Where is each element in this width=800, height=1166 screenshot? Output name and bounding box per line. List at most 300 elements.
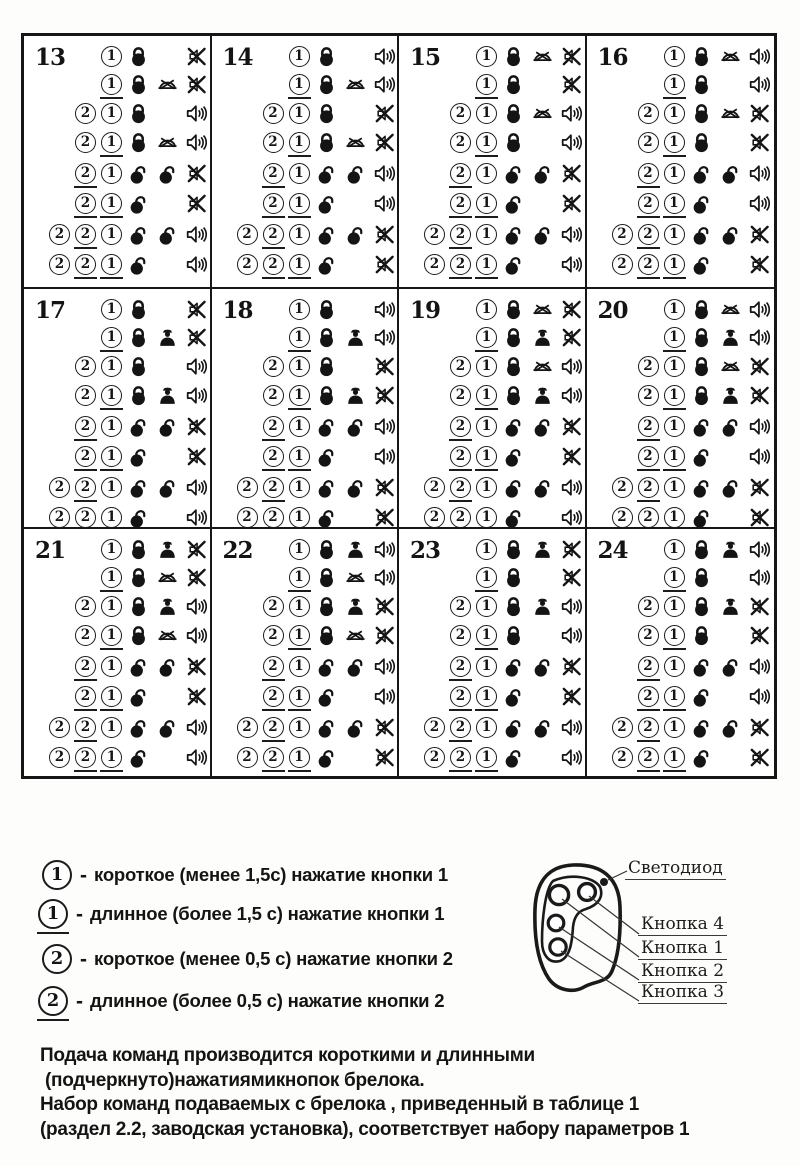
- result-icons: [124, 324, 211, 351]
- circled-number: 1: [664, 477, 685, 498]
- icon-slot: [370, 43, 399, 70]
- icon-slot: [124, 382, 153, 409]
- icon-slot: [528, 160, 557, 187]
- cell-number: 14: [222, 44, 253, 71]
- icon-slot: [687, 43, 716, 70]
- circled-number: 2: [450, 625, 471, 646]
- press-sequence: [26, 567, 124, 588]
- button-press-symbol: [42, 860, 72, 890]
- circled-number: 2: [450, 717, 471, 738]
- icon-slot: [182, 744, 211, 771]
- result-icons: [312, 714, 399, 741]
- button-press-symbol: [49, 477, 70, 498]
- press-sequence: [214, 416, 312, 437]
- result-icons: [124, 353, 211, 380]
- icon-slot: [153, 353, 182, 380]
- icon-slot: [716, 100, 745, 127]
- circled-number: 2: [75, 625, 96, 646]
- button-press-symbol: [289, 327, 310, 348]
- speaker-on-icon: [748, 192, 771, 215]
- circled-number: 1: [664, 103, 685, 124]
- crossed-dome-icon: [344, 624, 367, 647]
- circled-number: 2: [638, 416, 659, 437]
- button-press-symbol: [476, 46, 497, 67]
- circled-number: 2: [237, 747, 258, 768]
- speaker-muted-icon: [373, 131, 396, 154]
- press-sequence: [214, 132, 312, 153]
- icon-slot: [124, 683, 153, 710]
- circled-number: 1: [101, 539, 122, 560]
- circled-number: 1: [476, 385, 497, 406]
- button-press-symbol: [101, 717, 122, 738]
- icon-slot: [528, 443, 557, 470]
- icon-slot: [341, 504, 370, 529]
- button-press-symbol: [664, 299, 685, 320]
- command-row: [589, 503, 773, 530]
- circled-number: 2: [75, 224, 96, 245]
- open-lock-icon: [502, 253, 525, 276]
- speaker-muted-icon: [373, 746, 396, 769]
- icon-slot: [499, 324, 528, 351]
- icon-slot: [153, 504, 182, 529]
- button-press-symbol: [476, 356, 497, 377]
- command-row: [401, 99, 583, 128]
- command-row: [26, 324, 208, 353]
- press-sequence: [589, 717, 687, 738]
- icon-slot: [716, 353, 745, 380]
- icon-slot: [182, 474, 211, 501]
- icon-slot: [716, 683, 745, 710]
- result-icons: [499, 474, 586, 501]
- closed-lock-icon: [502, 131, 525, 154]
- icon-slot: [687, 382, 716, 409]
- driver-icon: [719, 595, 742, 618]
- result-icons: [124, 382, 211, 409]
- command-row: [589, 71, 773, 100]
- press-sequence: [401, 507, 499, 528]
- closed-lock-icon: [502, 538, 525, 561]
- result-icons: [687, 413, 774, 440]
- closed-lock-icon: [315, 624, 338, 647]
- result-icons: [687, 100, 774, 127]
- driver-icon: [531, 326, 554, 349]
- crossed-dome-icon: [156, 566, 179, 589]
- command-row: [26, 411, 208, 442]
- circled-number: 2: [450, 656, 471, 677]
- icon-slot: [312, 353, 341, 380]
- open-lock-icon: [127, 415, 150, 438]
- button-press-symbol: [101, 74, 122, 95]
- icon-slot: [499, 296, 528, 323]
- command-row: [589, 743, 773, 774]
- speaker-muted-icon: [560, 298, 583, 321]
- speaker-on-icon: [373, 415, 396, 438]
- open-lock-icon: [156, 162, 179, 185]
- button-press-symbol: [75, 416, 96, 437]
- icon-slot: [716, 474, 745, 501]
- icon-slot: [716, 536, 745, 563]
- closed-lock-icon: [690, 538, 713, 561]
- speaker-on-icon: [185, 624, 208, 647]
- result-icons: [499, 160, 586, 187]
- command-row: [589, 381, 773, 412]
- icon-slot: [124, 504, 153, 529]
- button-press-symbol: [476, 596, 497, 617]
- icon-slot: [528, 564, 557, 591]
- command-row: [214, 712, 396, 743]
- legend-text: короткое (менее 1,5с) нажатие кнопки 1: [94, 864, 448, 885]
- icon-slot: [687, 593, 716, 620]
- circled-number: 1: [289, 224, 310, 245]
- open-lock-icon: [315, 223, 338, 246]
- open-lock-icon: [690, 716, 713, 739]
- press-sequence: [589, 747, 687, 768]
- table-cell-14: [212, 36, 400, 289]
- icon-slot: [499, 413, 528, 440]
- cell-number: 22: [222, 537, 253, 564]
- open-lock-icon: [690, 746, 713, 769]
- icon-slot: [745, 683, 774, 710]
- command-row: [214, 564, 396, 593]
- speaker-on-icon: [560, 223, 583, 246]
- circled-number: 2: [263, 103, 284, 124]
- circled-number: 2: [638, 477, 659, 498]
- button-press-symbol: [101, 103, 122, 124]
- circled-number: 1: [476, 132, 497, 153]
- command-row: [26, 621, 208, 652]
- icon-slot: [124, 129, 153, 156]
- circled-number: 1: [664, 507, 685, 528]
- icon-slot: [182, 536, 211, 563]
- result-icons: [687, 190, 774, 217]
- button-press-symbol: [101, 686, 122, 707]
- icon-slot: [499, 443, 528, 470]
- button-press-symbol: [49, 747, 70, 768]
- icon-slot: [341, 536, 370, 563]
- button-press-symbol: [75, 625, 96, 646]
- press-sequence: [589, 507, 687, 528]
- closed-lock-icon: [127, 298, 150, 321]
- open-lock-icon: [502, 223, 525, 246]
- circled-number: 2: [263, 596, 284, 617]
- circled-number: 2: [450, 596, 471, 617]
- crossed-dome-icon: [719, 355, 742, 378]
- icon-slot: [153, 129, 182, 156]
- command-row: [26, 250, 208, 281]
- button-press-symbol: [289, 416, 310, 437]
- button-press-symbol: [289, 507, 310, 528]
- circled-number: 2: [237, 717, 258, 738]
- press-sequence: [26, 193, 124, 214]
- result-icons: [312, 744, 399, 771]
- closed-lock-icon: [315, 102, 338, 125]
- circled-number: 2: [237, 477, 258, 498]
- circled-number: 1: [101, 327, 122, 348]
- icon-slot: [370, 653, 399, 680]
- icon-slot: [370, 504, 399, 529]
- footer-line: (подчеркнуто)нажатиямикнопок брелока.: [40, 1069, 425, 1091]
- speaker-on-icon: [748, 326, 771, 349]
- icon-slot: [341, 443, 370, 470]
- button-press-symbol: [612, 477, 633, 498]
- circled-number: 1: [289, 686, 310, 707]
- icon-slot: [528, 190, 557, 217]
- icon-slot: [528, 251, 557, 278]
- button-press-symbol: [664, 596, 685, 617]
- icon-slot: [370, 296, 399, 323]
- speaker-on-icon: [748, 445, 771, 468]
- circled-number: 1: [101, 46, 122, 67]
- button-press-symbol: [638, 747, 659, 768]
- circled-number: 1: [101, 686, 122, 707]
- command-row: [26, 381, 208, 412]
- icon-slot: [528, 744, 557, 771]
- circled-number: 1: [289, 656, 310, 677]
- icon-slot: [370, 714, 399, 741]
- icon-slot: [528, 474, 557, 501]
- speaker-on-icon: [373, 685, 396, 708]
- circled-number: 1: [101, 625, 122, 646]
- result-icons: [499, 296, 586, 323]
- circled-number: 1: [289, 299, 310, 320]
- icon-slot: [370, 536, 399, 563]
- button-press-symbol: [664, 163, 685, 184]
- icon-slot: [153, 43, 182, 70]
- result-icons: [687, 43, 774, 70]
- icon-slot: [528, 71, 557, 98]
- crossed-dome-icon: [531, 355, 554, 378]
- result-icons: [687, 382, 774, 409]
- icon-slot: [312, 653, 341, 680]
- icon-slot: [182, 683, 211, 710]
- icon-slot: [312, 744, 341, 771]
- button-press-symbol: [476, 686, 497, 707]
- press-sequence: [589, 74, 687, 95]
- command-row: [401, 71, 583, 100]
- circled-number: 1: [664, 567, 685, 588]
- result-icons: [687, 474, 774, 501]
- button-press-symbol: [612, 254, 633, 275]
- command-row: [214, 71, 396, 100]
- speaker-muted-icon: [373, 716, 396, 739]
- circled-number: 2: [612, 477, 633, 498]
- icon-slot: [687, 190, 716, 217]
- press-sequence: [26, 596, 124, 617]
- result-icons: [124, 100, 211, 127]
- circled-number: 2: [450, 477, 471, 498]
- open-lock-icon: [502, 655, 525, 678]
- press-sequence: [26, 507, 124, 528]
- icon-slot: [557, 296, 586, 323]
- button-press-symbol: [289, 446, 310, 467]
- icon-slot: [182, 653, 211, 680]
- press-sequence: [26, 416, 124, 437]
- icon-slot: [153, 190, 182, 217]
- result-icons: [312, 221, 399, 248]
- circled-number: 2: [75, 103, 96, 124]
- press-sequence: [589, 254, 687, 275]
- icon-slot: [499, 714, 528, 741]
- circled-number: 1: [101, 254, 122, 275]
- button-press-symbol: [289, 74, 310, 95]
- circled-number: 2: [638, 254, 659, 275]
- circled-number: 1: [476, 416, 497, 437]
- keyfob-led: [600, 878, 608, 886]
- closed-lock-icon: [127, 384, 150, 407]
- button-press-symbol: [101, 224, 122, 245]
- icon-slot: [687, 504, 716, 529]
- icon-slot: [124, 43, 153, 70]
- closed-lock-icon: [502, 326, 525, 349]
- speaker-on-icon: [373, 45, 396, 68]
- press-sequence: [214, 477, 312, 498]
- button-press-symbol: [289, 625, 310, 646]
- icon-slot: [370, 382, 399, 409]
- result-icons: [687, 71, 774, 98]
- button-press-symbol: [38, 899, 68, 929]
- speaker-on-icon: [748, 45, 771, 68]
- icon-slot: [370, 413, 399, 440]
- open-lock-icon: [719, 476, 742, 499]
- result-icons: [312, 43, 399, 70]
- speaker-on-icon: [373, 162, 396, 185]
- icon-slot: [745, 653, 774, 680]
- legend-dash: -: [76, 902, 83, 926]
- icon-slot: [370, 443, 399, 470]
- button-press-symbol: [664, 686, 685, 707]
- speaker-muted-icon: [748, 253, 771, 276]
- table-cell-13: [24, 36, 212, 289]
- button3-pointer-line: [561, 951, 639, 1001]
- icon-slot: [499, 536, 528, 563]
- circled-number: 1: [101, 567, 122, 588]
- circled-number: 2: [638, 356, 659, 377]
- button-press-symbol: [450, 193, 471, 214]
- command-row: [401, 352, 583, 381]
- button-press-symbol: [101, 446, 122, 467]
- button-press-symbol: [263, 625, 284, 646]
- circled-number: 1: [664, 596, 685, 617]
- button-press-symbol: [664, 254, 685, 275]
- circled-number: 1: [664, 356, 685, 377]
- circled-number: 2: [49, 254, 70, 275]
- circled-number: 2: [638, 224, 659, 245]
- command-row: [401, 743, 583, 774]
- icon-slot: [153, 443, 182, 470]
- button-press-symbol: [424, 717, 445, 738]
- command-row: [214, 651, 396, 682]
- button-press-symbol: [263, 163, 284, 184]
- icon-slot: [341, 413, 370, 440]
- icon-slot: [124, 353, 153, 380]
- icon-slot: [182, 714, 211, 741]
- circled-number: 1: [42, 860, 72, 890]
- open-lock-icon: [502, 506, 525, 529]
- icon-slot: [153, 622, 182, 649]
- icon-slot: [341, 564, 370, 591]
- press-sequence: [589, 567, 687, 588]
- icon-slot: [528, 714, 557, 741]
- icon-slot: [528, 413, 557, 440]
- circled-number: 2: [450, 446, 471, 467]
- result-icons: [124, 296, 211, 323]
- icon-slot: [716, 714, 745, 741]
- icon-slot: [312, 129, 341, 156]
- result-icons: [687, 622, 774, 649]
- icon-slot: [528, 353, 557, 380]
- circled-number: 2: [237, 224, 258, 245]
- icon-slot: [528, 100, 557, 127]
- circled-number: 2: [75, 132, 96, 153]
- button-press-symbol: [476, 717, 497, 738]
- icon-slot: [153, 683, 182, 710]
- circled-number: 1: [101, 747, 122, 768]
- crossed-dome-icon: [531, 298, 554, 321]
- open-lock-icon: [502, 415, 525, 438]
- closed-lock-icon: [127, 566, 150, 589]
- open-lock-icon: [156, 223, 179, 246]
- button-press-symbol: [237, 477, 258, 498]
- circled-number: 1: [664, 254, 685, 275]
- icon-slot: [312, 622, 341, 649]
- closed-lock-icon: [690, 131, 713, 154]
- circled-number: 1: [476, 356, 497, 377]
- closed-lock-icon: [127, 326, 150, 349]
- button-press-symbol: [450, 356, 471, 377]
- speaker-muted-icon: [560, 45, 583, 68]
- closed-lock-icon: [690, 384, 713, 407]
- circled-number: 1: [476, 477, 497, 498]
- command-row: [401, 564, 583, 593]
- icon-slot: [557, 190, 586, 217]
- icon-slot: [716, 221, 745, 248]
- button-press-symbol: [664, 567, 685, 588]
- button-press-symbol: [638, 163, 659, 184]
- open-lock-icon: [127, 476, 150, 499]
- press-sequence: [401, 327, 499, 348]
- command-row: [401, 503, 583, 530]
- driver-icon: [156, 326, 179, 349]
- open-lock-icon: [531, 162, 554, 185]
- button-press-symbol: [75, 132, 96, 153]
- icon-slot: [716, 251, 745, 278]
- icon-slot: [312, 536, 341, 563]
- circled-number: 1: [664, 717, 685, 738]
- icon-slot: [745, 353, 774, 380]
- circled-number: 2: [263, 254, 284, 275]
- speaker-on-icon: [560, 716, 583, 739]
- button-press-symbol: [664, 74, 685, 95]
- closed-lock-icon: [690, 45, 713, 68]
- speaker-muted-icon: [185, 73, 208, 96]
- button-press-symbol: [612, 717, 633, 738]
- button-press-symbol: [476, 656, 497, 677]
- press-sequence: [214, 254, 312, 275]
- button-press-symbol: [612, 747, 633, 768]
- button-press-symbol: [664, 656, 685, 677]
- button-press-symbol: [476, 224, 497, 245]
- press-sequence: [401, 416, 499, 437]
- speaker-muted-icon: [560, 538, 583, 561]
- open-lock-icon: [315, 445, 338, 468]
- open-lock-icon: [690, 655, 713, 678]
- speaker-muted-icon: [748, 223, 771, 246]
- speaker-muted-icon: [560, 445, 583, 468]
- cell-number: 15: [410, 44, 441, 71]
- command-row: [401, 442, 583, 473]
- open-lock-icon: [502, 685, 525, 708]
- legend-item: [42, 944, 453, 974]
